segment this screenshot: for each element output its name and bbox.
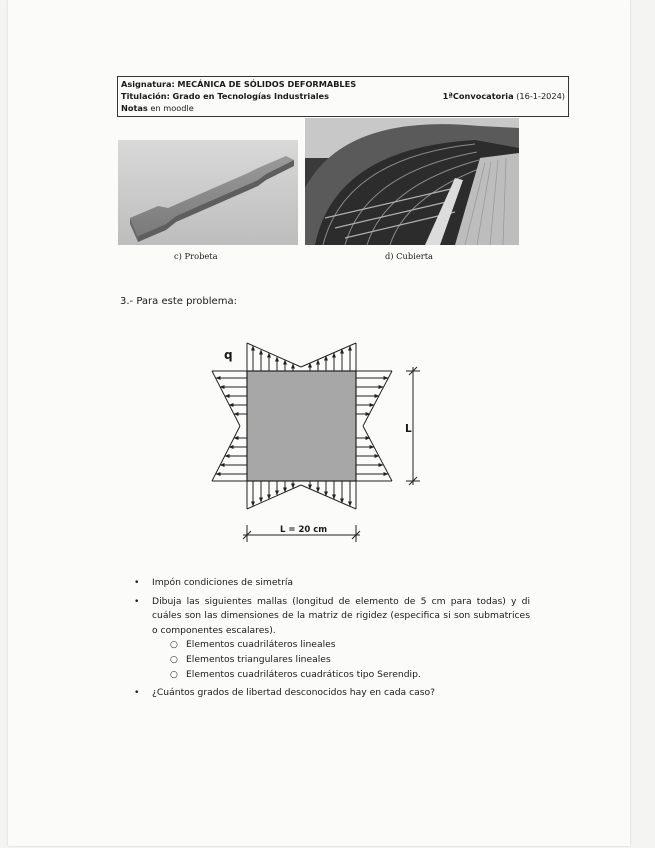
exam-header: [117, 76, 569, 117]
exam-call-label: 1ªConvocatoria: [442, 91, 514, 101]
notes-label: Notas: [121, 103, 148, 113]
load-label: q: [224, 348, 233, 362]
notes-row: [121, 102, 194, 115]
task-text-symmetry: Impón condiciones de simetría: [152, 577, 294, 588]
dimension-label: L = 20 cm: [280, 525, 328, 535]
task-text-dof: ¿Cuántos grados de libertad desconocidos hay en cada caso?: [152, 687, 436, 699]
task-item-dof: [120, 686, 530, 701]
notes-value: en moodle: [150, 103, 194, 113]
bullet-dot: •: [134, 595, 140, 607]
side-label: L: [405, 423, 412, 435]
plate: [247, 371, 356, 481]
exam-call: [443, 90, 565, 103]
left-load: [212, 371, 247, 481]
sub-text-tri-linear: Elementos triangulares lineales: [186, 653, 331, 665]
sub-item-tri-linear: [120, 653, 530, 668]
task-list: [120, 576, 530, 701]
subject-label: Asignatura:: [121, 79, 175, 89]
exam-call-date: (16-1-2024): [516, 91, 565, 101]
caption-roof: d) Cubierta: [385, 251, 433, 261]
bullet-dot: •: [134, 687, 140, 699]
task-item-meshes: [120, 595, 530, 639]
caption-specimen: c) Probeta: [174, 251, 218, 261]
sub-item-quad-serendip: [120, 668, 530, 683]
sub-text-quad-linear: Elementos cuadriláteros lineales: [186, 639, 336, 651]
top-load: [247, 343, 356, 371]
sub-bullet-circle: ○: [170, 669, 178, 680]
sub-bullet-circle: ○: [170, 640, 178, 651]
degree-value: Grado en Tecnologías Industriales: [172, 91, 329, 101]
sub-bullet-circle: ○: [170, 654, 178, 665]
problem-title: 3.- Para este problema:: [120, 296, 237, 307]
specimen-photo: [118, 140, 298, 245]
sub-text-quad-serendip: Elementos cuadriláteros cuadráticos tipo Serendip.: [186, 668, 421, 680]
plate-load-diagram: [200, 333, 440, 548]
degree-label: Titulación:: [121, 91, 170, 101]
roof-photo: [305, 118, 519, 245]
sub-item-quad-linear: [120, 638, 530, 653]
subject-value: MECÁNICA DE SÓLIDOS DEFORMABLES: [177, 79, 357, 89]
task-item-symmetry: [120, 576, 530, 591]
bullet-dot: •: [134, 577, 140, 588]
bottom-load: [247, 481, 356, 509]
right-load: [356, 371, 392, 481]
task-text-meshes: Dibuja las siguientes mallas (longitud de elemento de 5 cm para todas) y di cuáles son las dimensiones de la matriz de rigidez (especifica si son submatrices o componentes escalares).: [152, 595, 530, 636]
